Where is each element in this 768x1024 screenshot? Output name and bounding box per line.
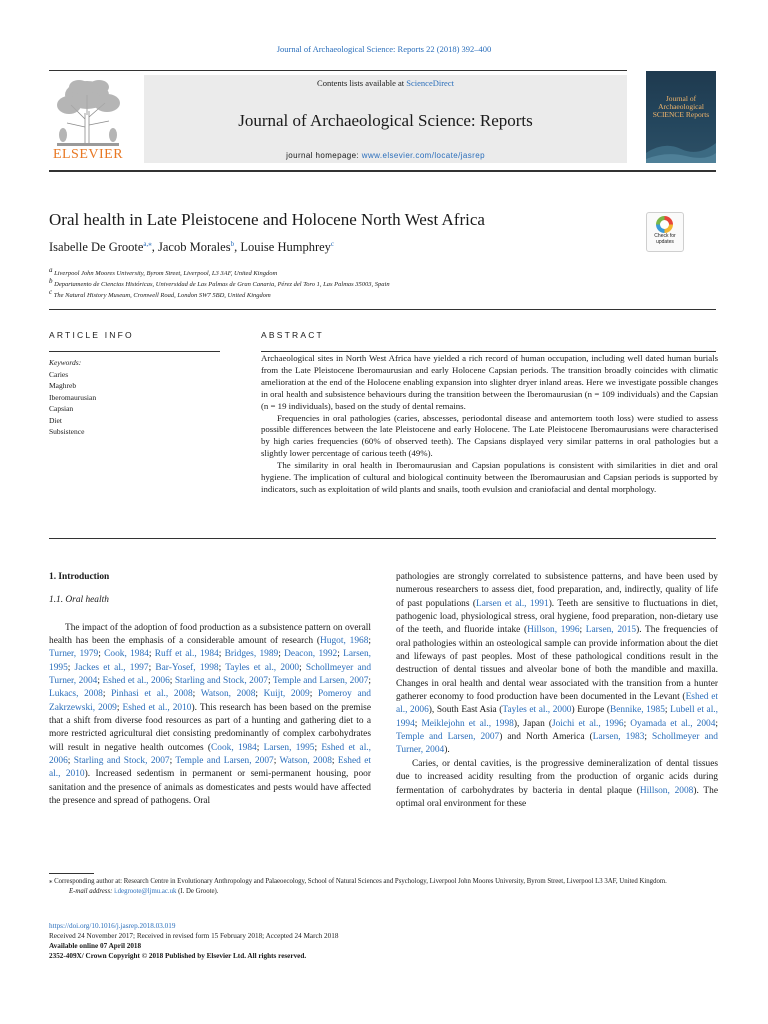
citation-link[interactable]: Ruff et al., 1984 [154, 649, 219, 660]
body-text: ; [664, 705, 671, 716]
email-suffix: (I. De Groote). [176, 887, 219, 895]
body-text: ; [169, 756, 176, 767]
citation-link[interactable]: Larsen, 1983 [592, 732, 645, 743]
masthead [49, 71, 627, 163]
check-for-updates-label: Check for updates [654, 233, 676, 245]
left-paragraphs [49, 622, 371, 809]
body-text: ), South East Asia ( [428, 705, 503, 716]
body-text: ; [67, 756, 74, 767]
keywords-block [49, 357, 96, 438]
corresponding-author-note: ⁎ Corresponding author at: Research Centre in Evolutionary Anthropology and Palaeoecology, School of Natural Sciences and Psychology, Liverpool John Moores University, Byrom Street, Liverpool L3 3AF, United Kingdom. [49, 878, 667, 885]
body-text: ; [116, 702, 123, 713]
citation-link[interactable]: Bridges, 1989 [224, 649, 279, 660]
body-text: ). The optimal oral environment for these [396, 785, 718, 809]
citation-link[interactable]: Pinhasi et al., 2008 [111, 689, 193, 700]
contents-prefix: Contents lists available at [317, 78, 407, 88]
body-text: ; [644, 732, 653, 743]
citation-link[interactable]: Bennike, 1985 [609, 705, 665, 716]
body-text: ; [67, 662, 75, 673]
author-affiliation-mark[interactable]: a,⁎ [143, 240, 152, 248]
citation-link[interactable]: Eshed et al., 2010 [49, 756, 371, 780]
received-dates: Received 24 November 2017; Received in revised form 15 February 2018; Accepted 24 March 2018 [49, 932, 339, 940]
body-text: ; [98, 649, 105, 660]
body-text: ) Europe ( [571, 705, 610, 716]
homepage-line [144, 151, 627, 160]
citation-link[interactable]: Hugot, 1968 [320, 636, 369, 647]
citation-link[interactable]: Joichi et al., 1996 [551, 718, 624, 729]
citation-link[interactable]: Starling and Stock, 2007 [174, 676, 268, 687]
elsevier-wordmark: ELSEVIER [52, 147, 124, 162]
body-paragraph [396, 571, 718, 758]
citation-link[interactable]: Eshed et al., 2006 [396, 692, 718, 716]
available-online: Available online 07 April 2018 [49, 942, 142, 950]
journal-reference[interactable]: Journal of Archaeological Science: Reports 22 (2018) 392–400 [276, 44, 492, 54]
citation-link[interactable]: Tayles et al., 2000 [502, 705, 572, 716]
citation-link[interactable]: Larsen et al., 1991 [476, 598, 549, 609]
keyword-item: Capsian [49, 404, 74, 413]
citation-link[interactable]: Eshed et al., 2010 [122, 702, 192, 713]
homepage-label: journal homepage: [286, 151, 362, 160]
homepage-link[interactable]: www.elsevier.com/locate/jasrep [361, 151, 485, 160]
abstract-heading: ABSTRACT [261, 330, 324, 340]
subsection-heading: 1.1. Oral health [49, 595, 109, 606]
abstract-divider [261, 351, 716, 352]
affiliation-mark: a [49, 266, 53, 274]
email-label: E-mail address: [69, 887, 115, 895]
elsevier-tree-icon [49, 75, 127, 149]
citation-link[interactable]: Cook, 1984 [211, 742, 257, 753]
citation-link[interactable]: Oyamada et al., 2004 [630, 718, 716, 729]
body-text: ). The frequencies of oral pathologies within an osteological sample can provide information about the diet and lifeways of past peoples. Most of these pathological conditions result in the destruction of dental tissues and alveolar bone of both the mandible and maxilla. Changes in oral health and dental wear associated with the transition from a hunter gatherer economy to food production have been documented in the Levant ( [396, 625, 718, 703]
body-text: ; [309, 689, 318, 700]
keyword-item: Subsistence [49, 427, 85, 436]
body-text: ) and North America ( [499, 732, 593, 743]
body-text: ). Increased sedentism in permanent or semi-permanent housing, poor sanitation and the presence of animals as domesticates and pests would have affected the presence and spread of pathogens. Oral [49, 769, 371, 807]
affiliation-text: The Natural History Museum, Cromwell Road, London SW7 5BD, United Kingdom [53, 292, 271, 300]
citation-link[interactable]: Kuijt, 2009 [263, 689, 310, 700]
citation-link[interactable]: Cook, 1984 [104, 649, 149, 660]
body-text: ; [314, 742, 322, 753]
keyword-item: Maghreb [49, 381, 77, 390]
body-text: ). This research has been based on the premise that a shift from diverse food resources as part of a hunting and gathering diet to a more restricted agricultural diet consisting predominantly of complex carbohydrates will result in negative health outcomes ( [49, 702, 371, 753]
cover-artwork-icon [646, 123, 716, 163]
citation-link[interactable]: Lukacs, 2008 [49, 689, 103, 700]
citation-link[interactable]: Larsen, 2015 [585, 625, 637, 636]
email-link[interactable]: i.degroote@ljmu.ac.uk [114, 887, 177, 895]
abstract-text [261, 353, 718, 496]
body-text: ; [414, 718, 422, 729]
affiliation-mark: b [49, 277, 53, 285]
body-text: ; [102, 689, 112, 700]
email-line [49, 887, 719, 897]
citation-link[interactable]: Watson, 2008 [200, 689, 256, 700]
citation-link[interactable]: Temple and Larsen, 2007 [272, 676, 369, 687]
article-title: Oral health in Late Pleistocene and Holocene North West Africa [49, 210, 485, 229]
citation-link[interactable]: Pomeroy and Zakrzewski, 2009 [49, 689, 371, 713]
journal-cover-thumbnail[interactable] [646, 71, 716, 163]
body-text: ; [337, 649, 344, 660]
author-affiliation-mark[interactable]: c [330, 240, 335, 248]
abstract-end-divider [49, 538, 716, 539]
body-text: ; [579, 625, 586, 636]
abstract-paragraph: Archaeological sites in North West Africa have yielded a rich record of human occupation, including well dated human burials from the Late Pleistocene Iberomaurusian and early Holocene Capsian periods. The transition broadly coincides with climatic amelioration at the end of the Holocene enabling expansion into slighter dryer inland areas. Here we investigate possible changes in oral health and subsistence behaviours during the transition between the Iberomaurusian (n = 109 individuals) and the Capsian (n = 19 individuals), based on the study of dental remains. [261, 353, 718, 411]
body-text: ). Teeth are sensitive to fluctuations in diet, pathogenic load, physiological stress, oral hygiene, food preparation, non-dietary use of the teeth, and fluoride intake ( [396, 598, 718, 636]
body-text: ; [256, 742, 264, 753]
body-text: The impact of the adoption of food production as a subsistence pattern on overall health has been the emphasis of a considerable amount of research ( [49, 622, 371, 647]
journal-title: Journal of Archaeological Science: Reports [238, 111, 533, 130]
affiliation [49, 266, 277, 277]
affiliation [49, 288, 271, 299]
citation-link[interactable]: Larsen, 1995 [263, 742, 315, 753]
citation-link[interactable]: Hillson, 1996 [527, 625, 580, 636]
citation-link[interactable]: Larsen, 1995 [49, 649, 371, 673]
keyword-item: Iberomaurusian [49, 392, 97, 402]
body-text: ; [218, 649, 225, 660]
body-text: ; [255, 689, 264, 700]
footnotes [49, 877, 719, 896]
citation-link[interactable]: Watson, 2008 [279, 756, 332, 767]
body-text: ; [267, 676, 273, 687]
body-text: ; [148, 649, 155, 660]
body-text: ). [444, 745, 450, 756]
body-paragraph [49, 622, 371, 809]
citation-link[interactable]: Jackes et al., 1997 [74, 662, 149, 673]
masthead-panel [144, 75, 627, 163]
author-list: Isabelle De Groote$^{a,⁎}$, Jacob Morales$^b$, Louise Humphrey$^c$ [49, 240, 335, 255]
body-text: ; [299, 662, 306, 673]
body-text: ; [331, 756, 338, 767]
affiliation-mark: c [49, 288, 53, 296]
article-info-divider [49, 351, 220, 352]
body-text: ; [169, 676, 175, 687]
citation-link[interactable]: Hillson, 2008 [639, 785, 694, 796]
body-text: ; [192, 689, 201, 700]
citation-link[interactable]: Temple and Larsen, 2007 [175, 756, 274, 767]
author-name[interactable]: Isabelle De Groote [49, 240, 144, 255]
author-name[interactable]: Louise Humphrey [240, 240, 331, 255]
affiliation-text: Liverpool John Moores University, Byrom Street, Liverpool, L3 3AF, United Kingdom [54, 270, 278, 278]
article-info-heading: ARTICLE INFO [49, 330, 134, 340]
citation-link[interactable]: Temple and Larsen, 2007 [396, 732, 500, 743]
author-name[interactable]: Jacob Morales [158, 240, 231, 255]
sciencedirect-link[interactable]: ScienceDirect [406, 78, 454, 88]
keyword-item: Diet [49, 415, 62, 425]
body-column-right [396, 571, 718, 811]
author-affiliation-mark[interactable]: b [230, 240, 235, 248]
abstract-paragraph: Frequencies in oral pathologies (caries, abscesses, periodontal disease and antemortem tooth loss) were studied to assess possible differences between the late Pleistocene and early Holocene. The Late Pleistocene Iberomaurusians were characterised by high caries frequencies (60% of observed teeth). The Capsians displayed very similar patterns in oral pathologies but a slightly lower percentage of carious teeth (49%). [261, 412, 718, 459]
footnote-divider [49, 873, 94, 874]
affiliation [49, 277, 390, 288]
citation-link[interactable]: Turner, 1979 [49, 649, 99, 660]
check-for-updates-button[interactable] [646, 212, 684, 252]
citation-link[interactable]: Meiklejohn et al., 1998 [421, 718, 514, 729]
citation-link[interactable]: Schollmeyer and Turner, 2004 [49, 662, 372, 687]
body-text: ; [218, 662, 226, 673]
contents-line [144, 78, 627, 88]
body-text: ; [368, 676, 371, 687]
body-text: ; [623, 718, 631, 729]
cover-title: Journal of Archaeological SCIENCE Reports [652, 94, 710, 119]
title-divider [49, 309, 716, 310]
section-heading: 1. Introduction [49, 572, 110, 582]
body-text: ), Japan ( [513, 718, 552, 729]
citation-link[interactable]: Starling and Stock, 2007 [73, 756, 170, 767]
citation-link[interactable]: Lubell et al., 1994 [396, 705, 718, 729]
body-text: Caries, or dental cavities, is the progressive demineralization of dental tissues due to increased acidity resulting from the production of organic acids during fermentation of carbohydrates by bacteria in dental plaque ( [396, 758, 718, 796]
body-text: ; [148, 662, 156, 673]
header-bottom-divider [49, 170, 716, 172]
citation-link[interactable]: Tayles et al., 2000 [225, 662, 300, 673]
body-text: ; [715, 718, 718, 729]
doi-link[interactable]: https://doi.org/10.1016/j.jasrep.2018.03.019 [49, 922, 176, 930]
body-text: ; [273, 756, 280, 767]
citation-link[interactable]: Eshed et al., 2006 [102, 676, 170, 687]
right-paragraphs [396, 571, 718, 811]
body-column-left [49, 571, 371, 809]
citation-link[interactable]: Deacon, 1992 [284, 649, 338, 660]
body-paragraph [396, 758, 718, 811]
body-text: pathologies are strongly correlated to subsistence patterns, and have been used by numerous researchers to assess diet, food preparation, and, indirectly, quality of life of past populations ( [396, 572, 718, 609]
citation-link[interactable]: Schollmeyer and Turner, 2004 [396, 732, 718, 756]
body-text: ; [368, 636, 371, 647]
publication-info [49, 921, 338, 961]
citation-link[interactable]: Bar-Yosef, 1998 [155, 662, 219, 673]
affiliation-text: Departamento de Ciencias Históricas, Universidad de Las Palmas de Gran Canaria, Pérez del Toro 1, Las Palmas 35003, Spain [54, 281, 390, 289]
body-text: ; [278, 649, 285, 660]
copyright-line: 2352-409X/ Crown Copyright © 2018 Published by Elsevier Ltd. All rights reserved. [49, 952, 307, 960]
citation-link[interactable]: Eshed et al., 2006 [49, 742, 371, 767]
keywords-label: Keywords: [49, 358, 82, 367]
abstract-paragraph: The similarity in oral health in Iberomaurusian and Capsian populations is consistent with similarities in diet and oral hygiene. The implication of cultural and biological continuity between the Iberomaurusian and Capsian periods is supported by indicators, such as exploitation of wild plants and snails, tooth evulsion and craniofacial and dental morphology. [261, 460, 718, 494]
body-text: ; [97, 676, 103, 687]
keyword-item: Caries [49, 369, 69, 379]
